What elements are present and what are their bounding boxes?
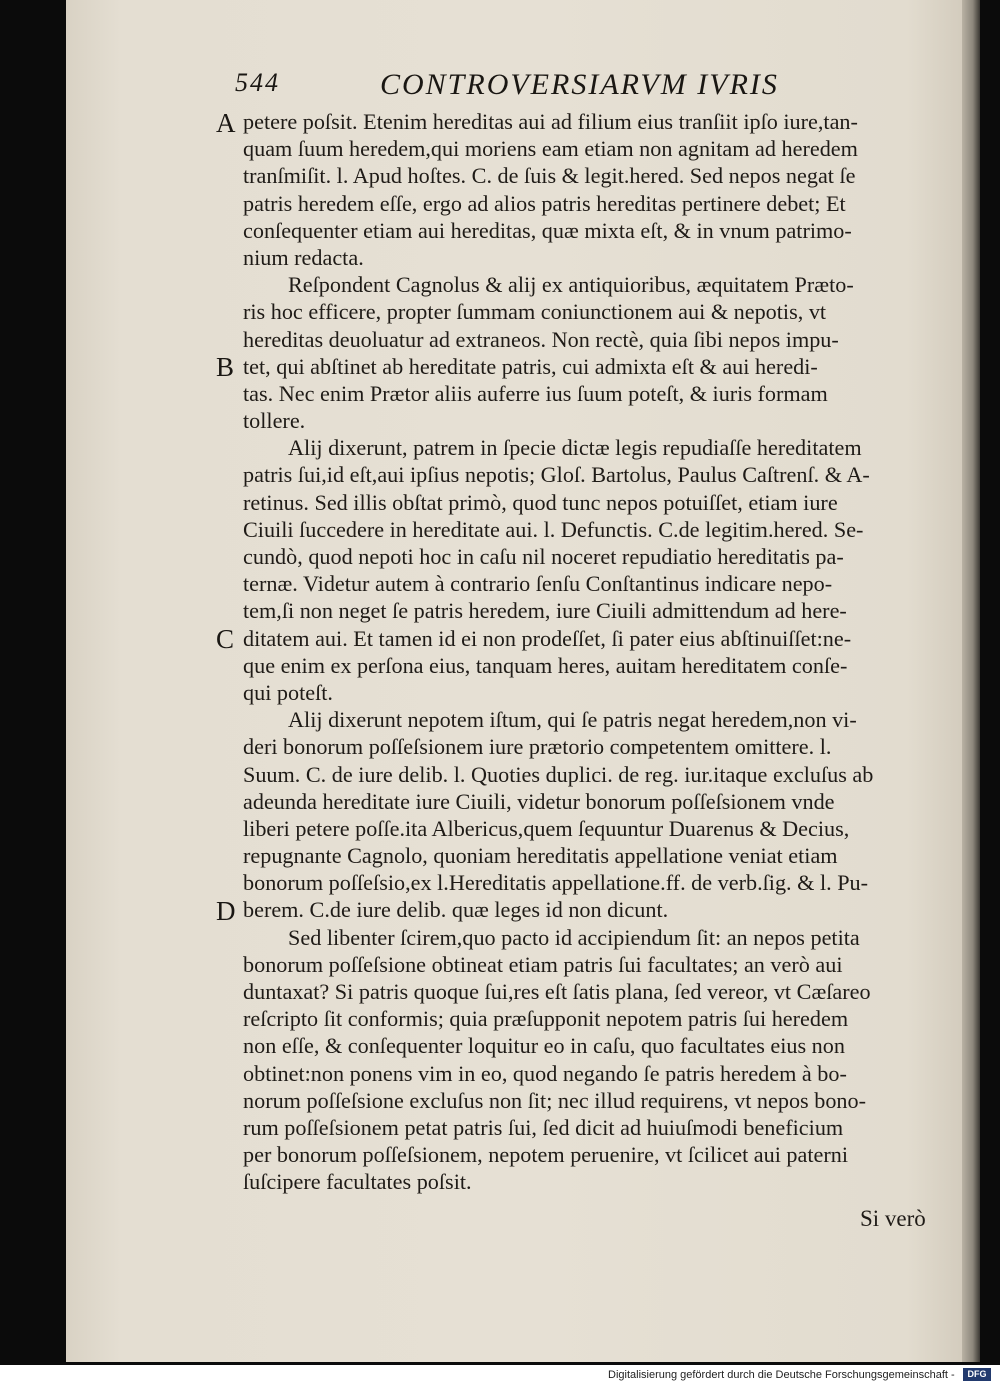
text-line: per bonorum poſſeſsionem, nepotem peruenire, vt ſcilicet aui paterni xyxy=(243,1142,849,1168)
running-title: CONTROVERSIARVM IVRIS xyxy=(380,68,779,101)
digitization-footer xyxy=(0,1365,1000,1386)
text-line: duntaxat? Si patris quoque ſui,res eſt ſatis plana, ſed vereor, vt Cæſareo xyxy=(243,979,871,1004)
margin-letter-a: A xyxy=(216,108,236,138)
text-line: hereditas deuoluatur ad extraneos. Non rectè, quia ſibi nepos impu- xyxy=(243,326,839,352)
text-line: patris heredem eſſe, ergo ad alios patris hereditas pertinere debet; Et xyxy=(243,190,846,216)
text-line: ris hoc efficere, propter ſummam coniunctionem aui & nepotis, vt xyxy=(243,299,827,325)
text-line: tranſmiſit. l. Apud hoſtes. C. de ſuis & legit.hered. Sed nepos negat ſe xyxy=(243,163,856,189)
text-line: tollere. xyxy=(243,408,306,434)
margin-letter-b: B xyxy=(216,352,235,382)
text-line: bonorum poſſeſsione obtineat etiam patris ſui facultates; an verò aui xyxy=(243,951,843,977)
funding-credit: Digitalisierung gefördert durch die Deutsche Forschungsgemeinschaft - xyxy=(608,1369,955,1381)
running-header xyxy=(235,68,855,108)
text-line: retinus. Sed illis obſtat primò, quod tunc nepos potuiſſet, etiam iure xyxy=(243,489,838,515)
text-line: ſuſcipere facultates poſsit. xyxy=(243,1169,472,1195)
text-line: tem,ſi non neget ſe patris heredem, iure Ciuili admittendum ad here- xyxy=(243,598,847,624)
text-line: ditatem aui. Et tamen id ei non prodeſſet, ſi pater eius abſtinuiſſet:ne- xyxy=(243,625,852,651)
text-line: berem. C.de iure delib. quæ leges id non dicunt. xyxy=(243,897,669,923)
text-line: reſcripto ſit conformis; quia præſupponit nepotem patris ſui heredem xyxy=(243,1006,849,1032)
body-text xyxy=(243,108,948,1196)
text-line: adeunda hereditate iure Ciuili, videtur bonorum poſſeſsionem vnde xyxy=(243,788,835,814)
text-line: quam ſuum heredem,qui moriens eam etiam non agnitam ad heredem xyxy=(243,136,858,162)
dfg-logo: DFG xyxy=(963,1368,991,1381)
text-line: Suum. C. de iure delib. l. Quoties duplici. de reg. iur.itaque excluſus ab xyxy=(243,761,874,787)
page-edge-shadow xyxy=(962,0,980,1362)
text-line: repugnante Cagnolo, quoniam hereditatis appellatione veniat etiam xyxy=(243,843,838,869)
text-line: bonorum poſſeſsio,ex l.Hereditatis appellatione.ff. de verb.ſig. & l. Pu- xyxy=(243,870,869,896)
paragraph-start: Alij dixerunt nepotem iſtum, qui ſe patris negat heredem,non vi- xyxy=(288,707,857,733)
text-line: patris ſui,id eſt,aui ipſius nepotis; Gloſ. Bartolus, Paulus Caſtrenſ. & A- xyxy=(243,462,870,488)
text-line: non eſſe, & conſequenter loquitur eo in caſu, quo facultates eius non xyxy=(243,1033,845,1059)
catchword: Si verò xyxy=(860,1206,926,1231)
text-line: cundò, quod nepoti hoc in caſu nil noceret repudiatio hereditatis pa- xyxy=(243,544,844,569)
text-line: tas. Nec enim Prætor aliis auferre ius ſuum poteſt, & iuris formam xyxy=(243,380,828,406)
page-number: 544 xyxy=(235,68,280,97)
paragraph-start: Sed libenter ſcirem,quo pacto id accipiendum ſit: an nepos petita xyxy=(288,924,860,950)
text-line: ternæ. Videtur autem à contrario ſenſu Conſtantinus indicare nepo- xyxy=(243,571,833,597)
text-line: Ciuili ſuccedere in hereditate aui. l. Defunctis. C.de legitim.hered. Se- xyxy=(243,516,864,542)
text-line: obtinet:non ponens vim in eo, quod negando ſe patris heredem à bo- xyxy=(243,1060,847,1086)
text-line: qui poteſt. xyxy=(243,679,333,705)
text-line: tet, qui abſtinet ab hereditate patris, cui admixta eſt & aui heredi- xyxy=(243,353,818,379)
margin-letter-c: C xyxy=(216,624,235,654)
text-line: que enim ex perſona eius, tanquam heres, auitam hereditatem conſe- xyxy=(243,652,848,678)
margin-letter-d: D xyxy=(216,896,236,926)
text-line: petere poſsit. Etenim hereditas aui ad filium eius tranſiit ipſo iure,tan- xyxy=(243,109,858,134)
text-line: deri bonorum poſſeſsionem iure prætorio competentem omittere. l. xyxy=(243,734,832,760)
text-line: nium redacta. xyxy=(243,244,364,270)
text-line: liberi petere poſſe.ita Albericus,quem ſequuntur Duarenus & Decius, xyxy=(243,815,850,841)
paragraph-start: Reſpondent Cagnolus & alij ex antiquioribus, æquitatem Præto- xyxy=(288,272,854,298)
text-line: rum poſſeſsionem petat patris ſui, ſed dicit ad huiuſmodi beneficium xyxy=(243,1114,844,1140)
paragraph-start: Alij dixerunt, patrem in ſpecie dictæ legis repudiaſſe hereditatem xyxy=(288,435,862,461)
text-line: conſequenter etiam aui hereditas, quæ mixta eſt, & in vnum patrimo- xyxy=(243,217,852,243)
text-line: norum poſſeſsione excluſus non ſit; nec illud requirens, vt nepos bono- xyxy=(243,1087,866,1113)
